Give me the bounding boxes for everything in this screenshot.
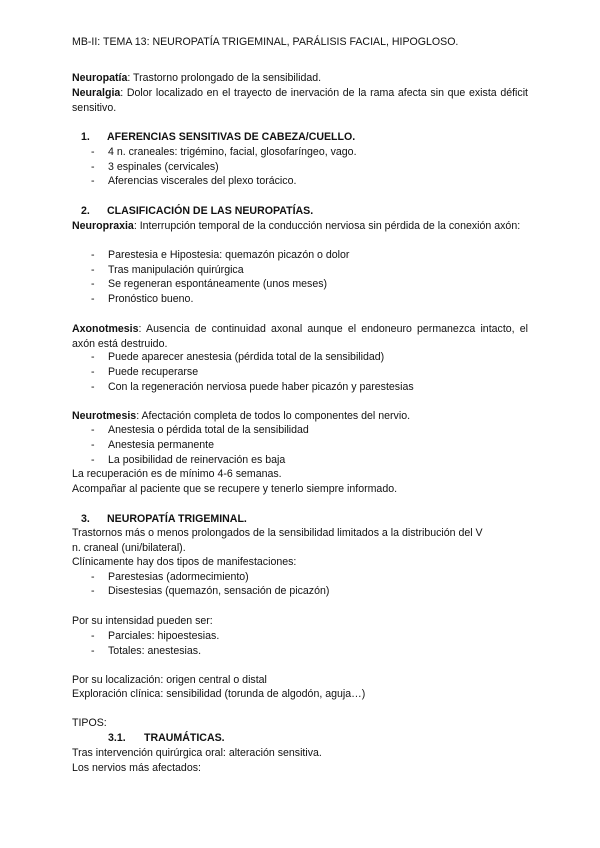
list-item-text: Tras manipulación quirúrgica xyxy=(108,264,244,276)
paragraph: n. craneal (uni/bilateral). xyxy=(72,542,186,554)
paragraph: Por su localización: origen central o distal xyxy=(72,674,267,686)
definition-text: : Afectación completa de todos lo componentes del nervio. xyxy=(136,410,411,422)
paragraph: Exploración clínica: sensibilidad (torunda de algodón, aguja…) xyxy=(72,688,366,700)
list-item-text: Pronóstico bueno. xyxy=(108,293,194,305)
axonotmesis-definition xyxy=(72,322,528,351)
definition-neuralgia xyxy=(72,86,528,115)
list-item-text: 3 espinales (cervicales) xyxy=(108,161,219,173)
term: Neuralgia xyxy=(72,87,121,99)
paragraph: Por su intensidad pueden ser: xyxy=(72,615,213,627)
list-item-text: Puede aparecer anestesia (pérdida total de la sensibilidad) xyxy=(108,351,385,363)
list-item-text: Aferencias viscerales del plexo torácico. xyxy=(108,175,297,187)
section-number: 1. xyxy=(81,131,90,143)
term: Axonotmesis xyxy=(72,323,139,335)
definition-text: : Trastorno prolongado de la sensibilidad. xyxy=(127,72,322,84)
term: Neurotmesis xyxy=(72,410,137,422)
list-item-text: La posibilidad de reinervación es baja xyxy=(108,454,286,466)
definition-text: : Dolor localizado en el trayecto de inervación de la rama afecta sin que exista déficit sensitivo. xyxy=(72,87,528,114)
paragraph: La recuperación es de mínimo 4-6 semanas. xyxy=(72,468,282,480)
list-item-text: Parestesia e Hipostesia: quemazón picazón o dolor xyxy=(108,249,350,261)
section-number: 2. xyxy=(81,205,90,217)
definition-text: : Ausencia de continuidad axonal aunque el endoneuro permanezca intacto, el axón está destruido. xyxy=(72,323,528,350)
term: Neuropatía xyxy=(72,72,128,84)
list-item-text: 4 n. craneales: trigémino, facial, glosofaríngeo, vago. xyxy=(108,146,357,158)
paragraph: Clínicamente hay dos tipos de manifestaciones: xyxy=(72,556,297,568)
neurotmesis-definition xyxy=(72,410,410,423)
paragraph: Trastornos más o menos prolongados de la sensibilidad limitados a la distribución del V xyxy=(72,527,483,539)
section-title: AFERENCIAS SENSITIVAS DE CABEZA/CUELLO. xyxy=(107,131,356,143)
paragraph: Acompañar al paciente que se recupere y tenerlo siempre informado. xyxy=(72,483,398,495)
section-title: NEUROPATÍA TRIGEMINAL. xyxy=(107,513,247,525)
section-title: CLASIFICACIÓN DE LAS NEUROPATÍAS. xyxy=(107,205,314,217)
definition-text: : Interrupción temporal de la conducción nerviosa sin pérdida de la conexión axón: xyxy=(133,220,521,232)
list-item-text: Con la regeneración nerviosa puede haber picazón y parestesias xyxy=(108,381,414,393)
list-item-text: Disestesias (quemazón, sensación de picazón) xyxy=(108,585,330,597)
subsection-number: 3.1. xyxy=(108,732,126,744)
list-item-text: Parciales: hipoestesias. xyxy=(108,630,220,642)
neuropraxia-definition xyxy=(72,219,528,234)
list-item-text: Anestesia permanente xyxy=(108,439,215,451)
subsection-title: TRAUMÁTICAS. xyxy=(144,732,225,744)
page-header: MB-II: TEMA 13: NEUROPATÍA TRIGEMINAL, PARÁLISIS FACIAL, HIPOGLOSO. xyxy=(72,36,459,48)
list-item-text: Puede recuperarse xyxy=(108,366,199,378)
paragraph: Tras intervención quirúrgica oral: alteración sensitiva. xyxy=(72,747,322,759)
paragraph: Los nervios más afectados: xyxy=(72,762,201,774)
list-item-text: Totales: anestesias. xyxy=(108,645,202,657)
section-number: 3. xyxy=(81,513,90,525)
definition-neuropatia xyxy=(72,72,321,85)
list-item-text: Se regeneran espontáneamente (unos meses) xyxy=(108,278,328,290)
paragraph: TIPOS: xyxy=(72,717,107,729)
term: Neuropraxia xyxy=(72,220,134,232)
list-item-text: Parestesias (adormecimiento) xyxy=(108,571,249,583)
list-item-text: Anestesia o pérdida total de la sensibilidad xyxy=(108,424,309,436)
